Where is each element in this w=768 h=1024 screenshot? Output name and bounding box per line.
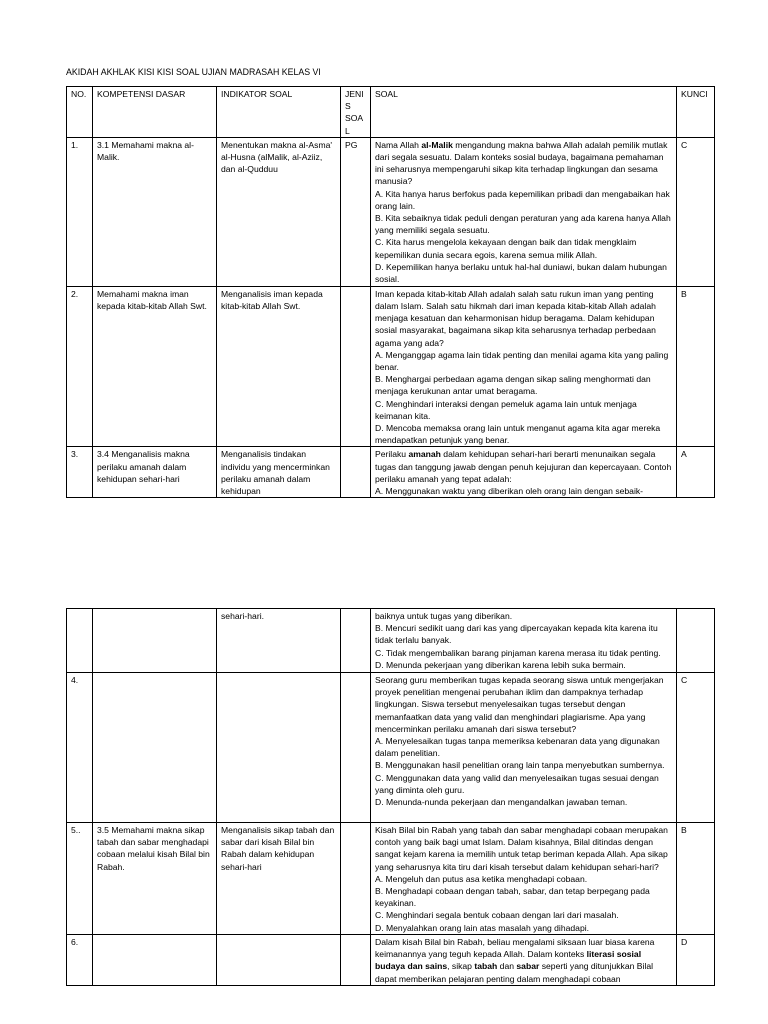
row-kunci: D bbox=[677, 935, 715, 986]
row-kompetensi bbox=[93, 673, 217, 823]
row-kompetensi: 3.4 Menganalisis makna perilaku amanah dalam kehidupan sehari-hari bbox=[93, 447, 217, 498]
table-row bbox=[67, 447, 715, 498]
row-jenis bbox=[341, 286, 371, 447]
soal-text: seperti yang ditunjukkan Bilal dapat memberikan pelajaran penting dalam menghadapi cobaan bbox=[375, 961, 654, 984]
soal-text: Perilaku bbox=[375, 449, 409, 460]
row-kompetensi: 3.5 Memahami makna sikap tabah dan sabar menghadapi cobaan melalui kisah Bilal bin Rabah. bbox=[93, 823, 217, 935]
option-d: D. Menyalahkan orang lain atas masalah yang dihadapi. bbox=[375, 922, 590, 933]
row-jenis bbox=[341, 673, 371, 823]
soal-text: dalam kehidupan sehari-hari berarti menunaikan segala tugas dan tanggung jawab dengan penuh kejujuran dan kepercayaan. Contoh perilaku amanah yang tepat adalah: bbox=[375, 449, 672, 484]
soal-bold-term: sabar bbox=[516, 961, 540, 972]
soal-text: Kisah Bilal bin Rabah yang tabah dan sabar menghadapi cobaan merupakan contoh yang baik bagi umat Islam. Dalam kisahnya, Bilal ditindas dengan sangat kejam karena ia memilih untuk tetap beriman kepada Allah. Apa sikap yang seharusnya kita tiru dari kisah tersebut dalam kehidupan sehari-hari? bbox=[375, 825, 668, 872]
row-kunci bbox=[677, 609, 715, 673]
soal-text: , sikap bbox=[447, 961, 475, 972]
option-b: B. Kita sebaiknya tidak peduli dengan peraturan yang ada karena hanya Allah yang memiliki segala sesuatu. bbox=[375, 213, 671, 236]
row-soal bbox=[371, 935, 677, 986]
row-soal bbox=[371, 673, 677, 823]
table-row bbox=[67, 137, 715, 286]
header-no: NO. bbox=[67, 87, 93, 138]
table-row bbox=[67, 823, 715, 935]
row-jenis bbox=[341, 935, 371, 986]
row-kompetensi: Memahami makna iman kepada kitab-kitab Allah Swt. bbox=[93, 286, 217, 447]
row-kunci: B bbox=[677, 286, 715, 447]
option-a: A. Menganggap agama lain tidak penting dan menilai agama kita yang paling benar. bbox=[375, 349, 669, 373]
option-c: C. Menghindari interaksi dengan pemeluk agama lain untuk menjaga keimanan kita. bbox=[375, 398, 637, 421]
option-c: C. Kita harus mengelola kekayaan dengan baik dan tidak mengklaim kepemilikan dunia secara egois, karena semua milik Allah. bbox=[375, 237, 637, 260]
option-c: C. Menggunakan data yang valid dan menyelesaikan tugas sesuai dengan yang diminta oleh guru. bbox=[375, 772, 659, 795]
row-no: 6. bbox=[67, 935, 93, 986]
option-d: D. Menunda pekerjaan yang diberikan karena lebih suka bermain. bbox=[375, 659, 626, 670]
soal-text: Seorang guru memberikan tugas kepada seorang siswa untuk mengerjakan proyek penelitian mengenai perubahan iklim dan dampaknya terhadap lingkungan. Siswa tersebut menyelesaikan tugas tersebut dengan memanfaatkan data yang valid dan menghindari plagiarisme. Apa yang mencerminkan perilaku amanah dari siswa tersebut? bbox=[375, 675, 664, 734]
soal-text: Iman kepada kitab-kitab Allah adalah salah satu rukun iman yang penting dalam Islam. Salah satu hikmah dari iman kepada kitab-kitab Allah adalah menjaga kesatuan dan keharmonisan hidup beragama. Dalam kehidupan sosial masyarakat, bagaimana sikap kita seharusnya terhadap perbedaan agama yang ada? bbox=[375, 288, 656, 348]
soal-text: dan bbox=[497, 961, 517, 972]
row-indikator bbox=[217, 935, 341, 986]
row-kompetensi: 3.1 Memahami makna al-Malik. bbox=[93, 137, 217, 286]
soal-bold-term: tabah bbox=[474, 961, 498, 972]
option-d: D. Menunda-nunda pekerjaan dan mengandalkan jawaban teman. bbox=[375, 797, 628, 808]
row-indikator: Menganalisis tindakan individu yang mencerminkan perilaku amanah dalam kehidupan bbox=[217, 447, 341, 498]
question-table-part-1 bbox=[66, 86, 715, 498]
option-d: D. Kepemilikan hanya berlaku untuk hal-hal duniawi, bukan dalam hubungan sosial. bbox=[375, 261, 667, 285]
option-b: B. Menggunakan hasil penelitian orang lain tanpa menyebutkan sumbernya. bbox=[375, 760, 665, 771]
row-soal bbox=[371, 823, 677, 935]
row-soal bbox=[371, 286, 677, 447]
soal-bold-term: al-Malik bbox=[421, 139, 453, 150]
row-kunci: C bbox=[677, 673, 715, 823]
row-indikator: Menganalisis sikap tabah dan sabar dari kisah Bilal bin Rabah dalam kehidupan sehari-hari bbox=[217, 823, 341, 935]
row-soal bbox=[371, 137, 677, 286]
row-indikator bbox=[217, 673, 341, 823]
option-a: A. Menyelesaikan tugas tanpa memeriksa kebenaran data yang digunakan dalam penelitian. bbox=[375, 736, 660, 759]
header-indikator: INDIKATOR SOAL bbox=[217, 87, 341, 138]
table-row bbox=[67, 673, 715, 823]
soal-bold-term: amanah bbox=[408, 449, 441, 460]
row-kompetensi bbox=[93, 609, 217, 673]
row-indikator: Menganalisis iman kepada kitab-kitab Allah Swt. bbox=[217, 286, 341, 447]
option-b: B. Mencuri sedikit uang dari kas yang dipercayakan kepada kita karena itu tidak terlalu banyak. bbox=[375, 623, 658, 646]
row-jenis bbox=[341, 823, 371, 935]
option-a: A. Mengeluh dan putus asa ketika menghadapi cobaan. bbox=[375, 873, 588, 884]
option-a: A. Kita hanya harus berfokus pada kepemilikan pribadi dan mengabaikan hak orang lain. bbox=[375, 188, 670, 211]
row-kunci: A bbox=[677, 447, 715, 498]
option-b: B. Menghadapi cobaan dengan tabah, sabar, dan tetap berpegang pada keyakinan. bbox=[375, 886, 650, 909]
option-b: B. Menghargai perbedaan agama dengan sikap saling menghormati dan menjaga kerukunan antar umat beragama. bbox=[375, 374, 651, 397]
header-jenis-line1: JENIS bbox=[345, 89, 364, 112]
row-kompetensi bbox=[93, 935, 217, 986]
row-no bbox=[67, 609, 93, 673]
soal-text: Dalam kisah Bilal bin Rabah, beliau mengalami siksaan luar biasa karena keimanannya yang teguh kepada Allah. Dalam konteks bbox=[375, 937, 655, 960]
row-jenis bbox=[341, 609, 371, 673]
row-indikator: Menentukan makna al-Asma' al-Husna (alMalik, al-Aziiz, dan al-Qudduu bbox=[217, 137, 341, 286]
row-no: 2. bbox=[67, 286, 93, 447]
header-jenis bbox=[341, 87, 371, 138]
row-jenis: PG bbox=[341, 137, 371, 286]
question-table-part-2 bbox=[66, 608, 715, 986]
row-no: 1. bbox=[67, 137, 93, 286]
header-jenis-line2: SOAL bbox=[345, 113, 364, 136]
row-no: 3. bbox=[67, 447, 93, 498]
option-c: C. Menghindari segala bentuk cobaan dengan lari dari masalah. bbox=[375, 910, 619, 921]
table-row bbox=[67, 609, 715, 673]
option-a: A. Menggunakan waktu yang diberikan oleh orang lain dengan sebaik- bbox=[375, 486, 644, 497]
header-soal: SOAL bbox=[371, 87, 677, 138]
soal-text: Nama Allah bbox=[375, 139, 422, 150]
option-c: C. Tidak mengembalikan barang pinjaman karena merasa itu tidak penting. bbox=[375, 647, 661, 658]
header-kunci: KUNCI bbox=[677, 87, 715, 138]
table-row bbox=[67, 935, 715, 986]
document-title: AKIDAH AKHLAK KISI KISI SOAL UJIAN MADRASAH KELAS VI bbox=[66, 67, 321, 77]
row-indikator: sehari-hari. bbox=[217, 609, 341, 673]
row-no: 5.. bbox=[67, 823, 93, 935]
row-kunci: C bbox=[677, 137, 715, 286]
row-kunci: B bbox=[677, 823, 715, 935]
soal-text: mengandung makna bahwa Allah adalah pemilik mutlak dari segala sesuatu. Dalam konteks sosial budaya, bagaimana pemahaman ini seharusnya mempengaruhi sikap kita terhadap lingkungan dan sesama manusia? bbox=[375, 139, 668, 187]
soal-bold-term: literasi sosial budaya dan sains bbox=[375, 949, 642, 972]
row-jenis bbox=[341, 447, 371, 498]
table-row bbox=[67, 286, 715, 447]
header-kompetensi: KOMPETENSI DASAR bbox=[93, 87, 217, 138]
soal-text: baiknya untuk tugas yang diberikan. bbox=[375, 611, 513, 621]
option-d: D. Mencoba memaksa orang lain untuk menganut agama kita agar mereka mendapatkan petunjuk yang benar. bbox=[375, 423, 661, 446]
row-no: 4. bbox=[67, 673, 93, 823]
table-header-row bbox=[67, 87, 715, 138]
row-soal bbox=[371, 609, 677, 673]
row-soal bbox=[371, 447, 677, 498]
